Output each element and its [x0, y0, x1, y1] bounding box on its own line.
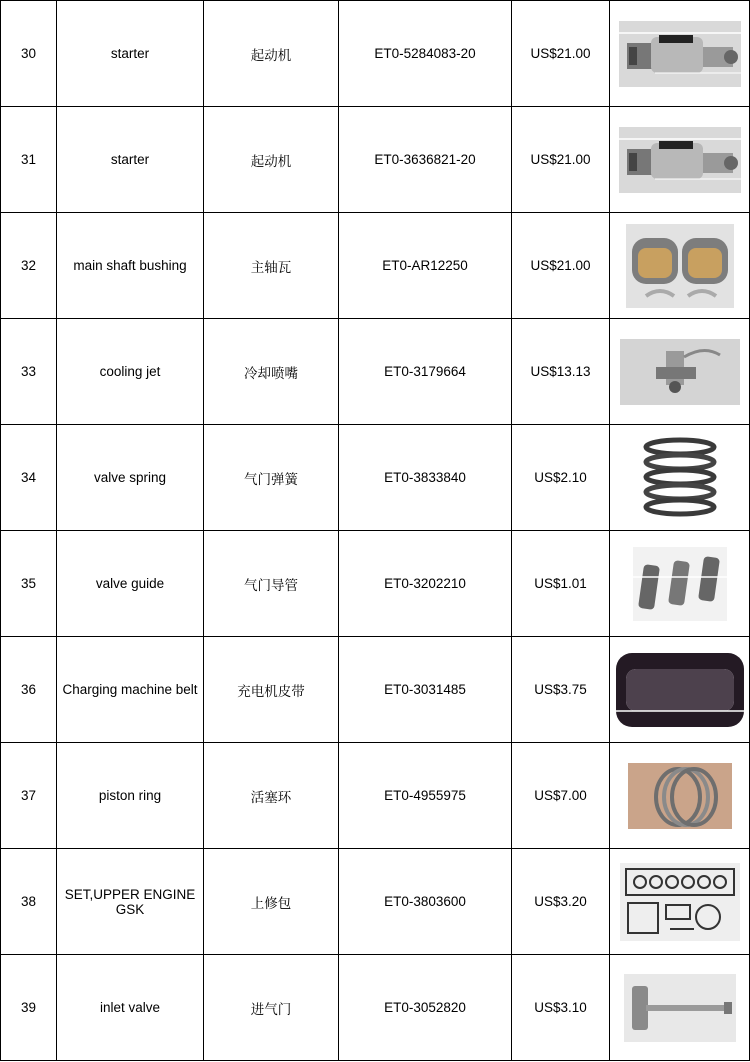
piston-ring-image	[628, 763, 732, 829]
table-row	[1, 743, 750, 849]
valve-guide-image	[633, 547, 727, 621]
item-name-cn: 进气门	[204, 955, 339, 1061]
item-name-cn: 冷却喷嘴	[204, 319, 339, 425]
belt-image	[610, 637, 750, 743]
item-name-cn: 气门导管	[204, 531, 339, 637]
starter-image	[610, 1, 750, 107]
table-row	[1, 425, 750, 531]
inlet-valve-image	[624, 974, 736, 1042]
price: US$3.20	[512, 849, 610, 955]
part-number: ET0-3803600	[339, 849, 512, 955]
cooling-jet-image	[610, 319, 750, 425]
belt-image	[614, 647, 746, 733]
cooling-jet-image	[620, 339, 740, 405]
gasket-set-image	[620, 863, 740, 941]
table-row	[1, 319, 750, 425]
part-number: ET0-3052820	[339, 955, 512, 1061]
table-row	[1, 531, 750, 637]
item-name-en: piston ring	[57, 743, 204, 849]
spring-image	[640, 435, 720, 521]
price: US$7.00	[512, 743, 610, 849]
spring-image	[610, 425, 750, 531]
item-number: 35	[1, 531, 57, 637]
part-number: ET0-AR12250	[339, 213, 512, 319]
item-number: 32	[1, 213, 57, 319]
gasket-set-image	[610, 849, 750, 955]
part-number: ET0-3636821-20	[339, 107, 512, 213]
item-name-cn: 气门弹簧	[204, 425, 339, 531]
item-name-cn: 起动机	[204, 1, 339, 107]
table-row	[1, 107, 750, 213]
item-number: 39	[1, 955, 57, 1061]
part-number: ET0-3031485	[339, 637, 512, 743]
price: US$3.10	[512, 955, 610, 1061]
starter-image	[610, 107, 750, 213]
part-number: ET0-4955975	[339, 743, 512, 849]
table-row	[1, 849, 750, 955]
table-row	[1, 955, 750, 1061]
item-name-cn: 上修包	[204, 849, 339, 955]
price: US$21.00	[512, 213, 610, 319]
item-name-en: main shaft bushing	[57, 213, 204, 319]
part-number: ET0-3179664	[339, 319, 512, 425]
bushing-image	[626, 224, 734, 308]
item-name-cn: 充电机皮带	[204, 637, 339, 743]
item-number: 38	[1, 849, 57, 955]
item-number: 37	[1, 743, 57, 849]
price: US$3.75	[512, 637, 610, 743]
item-name-en: valve guide	[57, 531, 204, 637]
starter-image	[619, 127, 741, 193]
price: US$13.13	[512, 319, 610, 425]
table-row	[1, 637, 750, 743]
item-name-en: valve spring	[57, 425, 204, 531]
valve-guide-image	[610, 531, 750, 637]
part-number: ET0-5284083-20	[339, 1, 512, 107]
part-number: ET0-3202210	[339, 531, 512, 637]
item-name-en: SET,UPPER ENGINE GSK	[57, 849, 204, 955]
price: US$1.01	[512, 531, 610, 637]
item-number: 33	[1, 319, 57, 425]
inlet-valve-image	[610, 955, 750, 1061]
piston-ring-image	[610, 743, 750, 849]
item-number: 31	[1, 107, 57, 213]
item-name-en: starter	[57, 107, 204, 213]
item-name-en: starter	[57, 1, 204, 107]
item-name-en: Charging machine belt	[57, 637, 204, 743]
price: US$21.00	[512, 1, 610, 107]
item-name-cn: 活塞环	[204, 743, 339, 849]
table-row	[1, 213, 750, 319]
starter-image	[619, 21, 741, 87]
price: US$2.10	[512, 425, 610, 531]
item-number: 34	[1, 425, 57, 531]
item-number: 36	[1, 637, 57, 743]
price: US$21.00	[512, 107, 610, 213]
bushing-image	[610, 213, 750, 319]
item-number: 30	[1, 1, 57, 107]
table-row	[1, 1, 750, 107]
item-name-cn: 主轴瓦	[204, 213, 339, 319]
item-name-en: inlet valve	[57, 955, 204, 1061]
part-number: ET0-3833840	[339, 425, 512, 531]
item-name-cn: 起动机	[204, 107, 339, 213]
item-name-en: cooling jet	[57, 319, 204, 425]
